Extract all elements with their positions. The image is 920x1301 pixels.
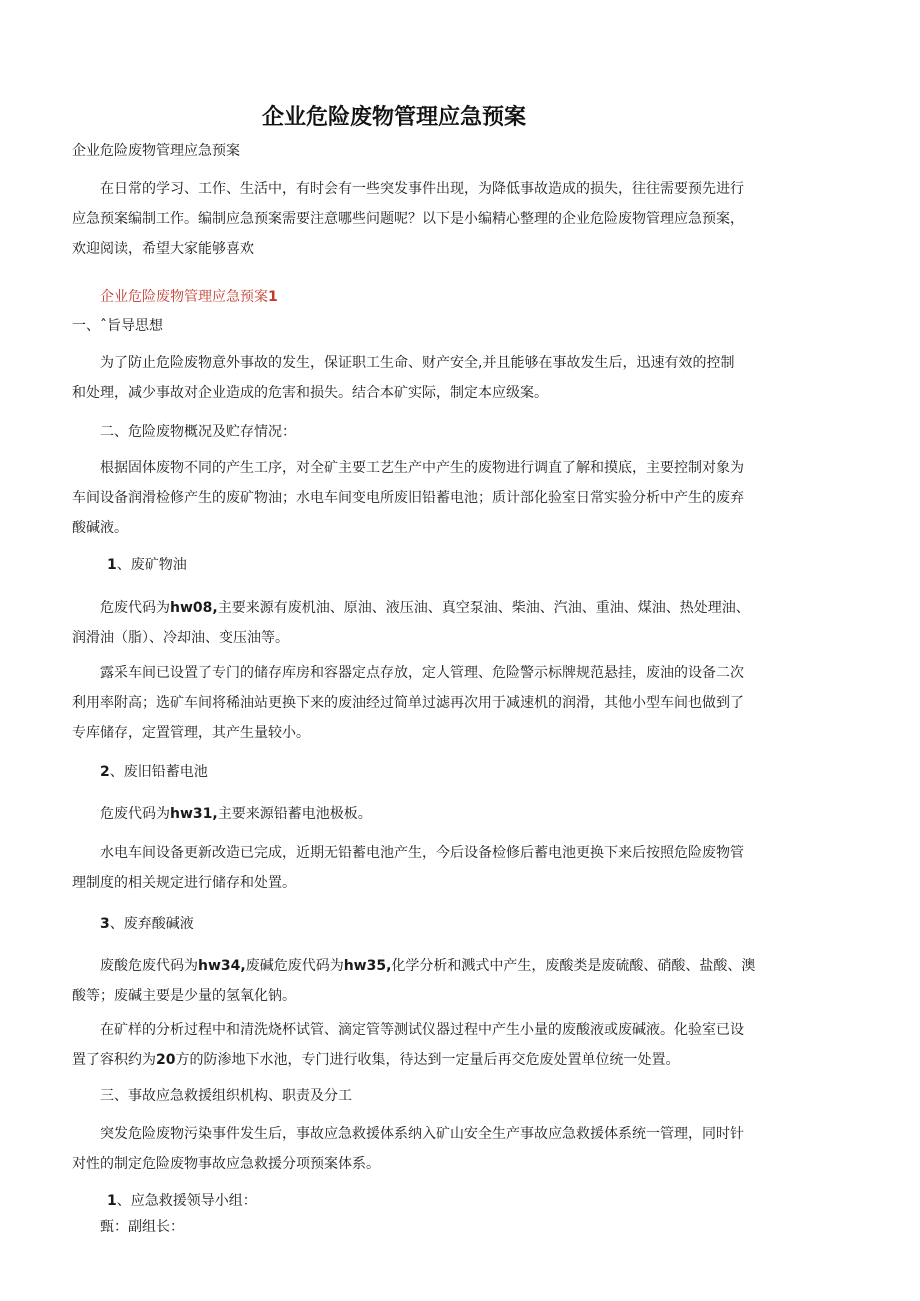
item-3-code-line-1 [100, 955, 755, 975]
item-3-body [72, 1019, 752, 1079]
document-title: 企业危险废物管理应急预案 [262, 105, 527, 130]
section-2-line-3: 酸碱液。 [72, 520, 128, 536]
item-2-number: 2 [100, 764, 110, 780]
intro-line-1: 在日常的学习、工作、生活中，有时会有一些突发事件出现，为降低事故造成的损失，往往需要预先进行 [100, 181, 744, 197]
item-3-text-b: 废碱危废代码为 [245, 958, 344, 974]
item-1-body-line-1: 露采车间已设置了专门的储存库房和容器定点存放，定人管理、危险警示标牌规范悬挂，废油的设备二次 [100, 665, 744, 681]
item-3-body-prefix: 置了容积约为 [72, 1052, 156, 1068]
item-2-title [100, 761, 208, 781]
section-3-line-1: 突发危险废物污染事件发生后，事故应急救援体系纳入矿山安全生产事故应急救援体系统一管理，同时针 [100, 1126, 744, 1142]
item-2-body [72, 842, 752, 902]
section-1-body [72, 352, 752, 412]
section-1-title: 一、ˆ旨导思想 [72, 318, 163, 334]
document-subtitle: 企业危险废物管理应急预案 [72, 143, 240, 159]
item-1-number: 1 [107, 557, 117, 573]
item-3-code-paragraph [72, 955, 756, 1015]
subsection-1-number: 1 [107, 1193, 117, 1209]
last-line: 甄：副组长： [100, 1219, 184, 1235]
item-1-title [107, 554, 187, 574]
section-2-title: 二、危险废物概况及贮存情况： [100, 424, 296, 440]
item-3-number: 3 [100, 916, 110, 932]
section-3-line-2: 对性的制定危险废物事故应急救援分项预案体系。 [72, 1156, 380, 1172]
item-2-code: hw31, [170, 806, 218, 822]
item-3-text-c: 化学分析和溅式中产生，废酸类是废硫酸、硝酸、盐酸、澳 [391, 958, 756, 974]
plan-heading-text: 企业危险废物管理应急预案 [100, 289, 268, 305]
section-1-line-1: 为了防止危险废物意外事故的发生，保证职工生命、财产安全,并且能够在事故发生后，迅速有效的控制 [100, 355, 735, 371]
section-3-body [72, 1123, 752, 1183]
item-2-body-line-1: 水电车间设备更新改造已完成，近期无铅蓄电池产生，今后设备检修后蓄电池更换下来后按照危险废物管 [100, 845, 744, 861]
intro-line-2: 应急预案编制工作。编制应急预案需要注意哪些问题呢？以下是小编精心整理的企业危险废物管理应急预案， [72, 211, 744, 227]
item-1-code-line-1 [100, 597, 750, 617]
item-1-code-rest: 主要来源有废机油、原油、液压油、真空泵油、柴油、汽油、重油、煤油、热处理油、 [217, 600, 750, 616]
item-3-title-text: 、废弃酸碱液 [109, 916, 194, 932]
intro-line-3: 欢迎阅读，希望大家能够喜欢 [72, 241, 254, 257]
plan-heading [100, 286, 278, 306]
item-1-code-prefix: 危废代码为 [100, 600, 170, 616]
item-3-body-line-1: 在矿样的分析过程中和清洗烧杯试管、滴定管等测试仪器过程中产生小量的废酸液或废碱液。化验室已设 [100, 1022, 744, 1038]
section-1-line-2: 和处理，减少事故对企业造成的危害和损失。结合本矿实际，制定本应级案。 [72, 385, 548, 401]
item-2-title-text: 、废旧铅蓄电池 [109, 764, 208, 780]
item-3-body-rest: 方的防渗地下水池，专门进行收集，待达到一定量后再交危废处置单位统一处置。 [175, 1052, 680, 1068]
item-1-code: hw08, [170, 600, 218, 616]
item-3-text-a: 废酸危废代码为 [100, 958, 198, 974]
item-2-code-prefix: 危废代码为 [100, 806, 170, 822]
plan-heading-number: 1 [268, 289, 278, 305]
item-1-body-line-2: 利用率附高；选矿车间将稀油站更换下来的废油经过简单过滤再次用于减速机的润滑，其他小型车间也做到了 [72, 695, 744, 711]
item-1-body [72, 662, 752, 752]
item-1-code-line-2: 润滑油（脂）、冷却油、变压油等。 [72, 630, 289, 646]
item-2-code-line [100, 803, 372, 823]
item-3-volume: 20 [156, 1052, 176, 1068]
item-1-title-text: 、废矿物油 [116, 557, 187, 573]
intro-paragraph [72, 178, 752, 268]
section-2-line-2: 车间设备润滑检修产生的废矿物油；水电车间变电所废旧铅蓄电池；质计部化验室日常实验分析中产生的废弃 [72, 490, 744, 506]
item-3-code-1: hw34, [198, 958, 246, 974]
item-3-title [100, 913, 194, 933]
subsection-1-title-text: 、应急救援领导小组： [116, 1193, 257, 1209]
item-3-body-line-2 [72, 1049, 679, 1069]
item-3-code-line-2: 酸等；废碱主要是少量的氢氧化钠。 [72, 988, 296, 1004]
item-2-code-rest: 主要来源铅蓄电池极板。 [217, 806, 372, 822]
section-2-line-1: 根据固体废物不同的产生工序，对全矿主要工艺生产中产生的废物进行调直了解和摸底，主要控制对象为 [100, 460, 744, 476]
subsection-1-title [107, 1190, 257, 1210]
section-2-body [72, 457, 752, 547]
item-1-code-paragraph [72, 597, 752, 657]
section-3-title: 三、事故应急救援组织机构、职责及分工 [100, 1088, 352, 1104]
item-2-body-line-2: 理制度的相关规定进行储存和处置。 [72, 875, 296, 891]
item-1-body-line-3: 专库储存，定置管理，其产生量较小。 [72, 725, 310, 741]
item-3-code-2: hw35, [343, 958, 392, 974]
